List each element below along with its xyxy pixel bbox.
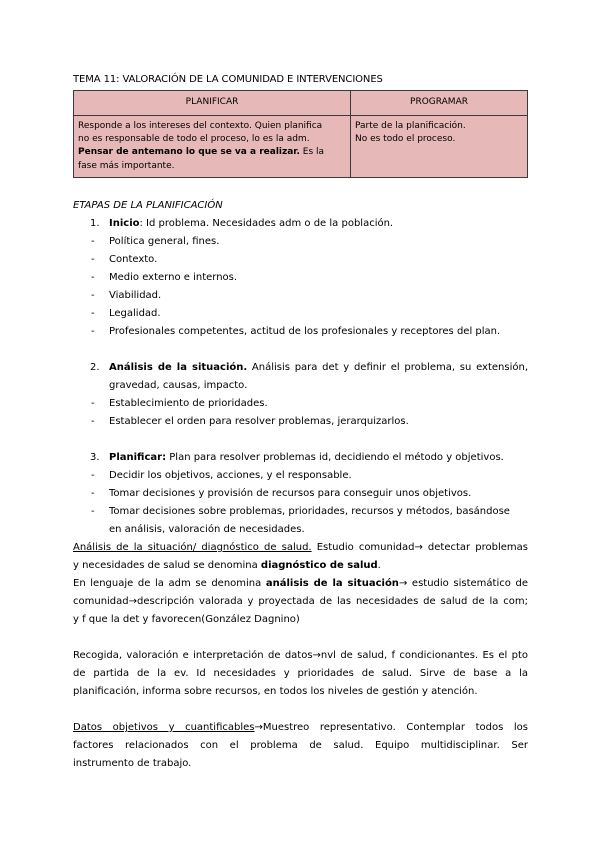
list-item xyxy=(73,503,528,521)
analisis-text-1: Estudio comunidad→ detectar problemas xyxy=(311,542,528,553)
step-3-number: 3. xyxy=(90,452,100,463)
step-3-line xyxy=(73,449,528,467)
recogida-line-1: Recogida, valoración e interpretación de datos→nvl de salud, f condicionantes. Es el pto xyxy=(73,650,528,661)
list-item-text: Contexto. xyxy=(109,254,158,265)
recogida-line-3: planificación, informa sobre recursos, en todos los niveles de gestión y atención. xyxy=(73,686,478,697)
dash-bullet: - xyxy=(91,254,95,265)
dash-bullet: - xyxy=(91,326,95,337)
step-3-title: Planificar: xyxy=(109,452,167,463)
dash-bullet: - xyxy=(91,398,95,409)
dash-bullet: - xyxy=(91,506,95,517)
list-item-continuation xyxy=(73,521,528,539)
analisis-text-2-end: . xyxy=(377,560,381,571)
list-item xyxy=(73,485,528,503)
planificar-line-4: fase más importante. xyxy=(78,160,175,171)
list-item-text: Decidir los objetivos, acciones, y el responsable. xyxy=(109,470,352,481)
dash-bullet: - xyxy=(91,416,95,427)
document-body xyxy=(73,215,528,773)
list-item-text: Política general, fines. xyxy=(109,236,220,247)
analisis-line-2 xyxy=(73,557,528,575)
datos-text-1: →Muestreo representativo. Contemplar todos los xyxy=(254,722,528,733)
step-1-title: Inicio xyxy=(109,218,140,229)
list-item-text: Establecimiento de prioridades. xyxy=(109,398,268,409)
cell-planificar xyxy=(74,116,351,178)
programar-line-1: Parte de la planificación. xyxy=(355,121,466,131)
analisis-text-3-end: → estudio sistemático de xyxy=(398,578,528,589)
analisis-underlined: Análisis de la situación/ diagnóstico de salud. xyxy=(73,542,312,553)
step-2-text-2: gravedad, causas, impacto. xyxy=(109,380,248,391)
dash-bullet: - xyxy=(91,272,95,283)
step-2-line-2 xyxy=(73,377,528,395)
list-item xyxy=(73,269,528,287)
planificar-line-1: Responde a los intereses del contexto. Quien planifica xyxy=(78,121,323,131)
dash-bullet: - xyxy=(91,236,95,247)
analisis-text-2: y necesidades de salud se denomina xyxy=(73,560,261,571)
analisis-line-4: comunidad→descripción valorada y proyectada de las necesidades de salud de la com; xyxy=(73,596,528,607)
planificar-programar-table xyxy=(73,90,528,178)
planificar-bold-text: Pensar de antemano lo que se va a realizar. xyxy=(78,147,300,158)
diagnostico-bold: diagnóstico de salud xyxy=(260,560,378,571)
dash-bullet: - xyxy=(91,470,95,481)
datos-line-2: factores relacionados con el problema de salud. Equipo multidisciplinar. Ser xyxy=(73,740,528,751)
planificar-line-2: no es responsable de todo el proceso, lo es la adm. xyxy=(78,134,310,145)
list-item xyxy=(73,413,528,431)
blank-line xyxy=(73,629,528,647)
etapas-heading: ETAPAS DE LA PLANIFICACIÓN xyxy=(73,200,223,211)
list-item-text: Medio externo e internos. xyxy=(109,272,238,283)
analisis-situacion-bold: análisis de la situación xyxy=(265,578,399,589)
blank-line xyxy=(73,701,528,719)
dash-bullet: - xyxy=(91,308,95,319)
recogida-line-2: de partida de la ev. Id necesidades y prioridades de salud. Sirve de base a la xyxy=(73,668,528,679)
list-item xyxy=(73,251,528,269)
planificar-line-3-rest: Es la xyxy=(299,147,325,158)
datos-underlined: Datos objetivos y cuantificables xyxy=(73,722,255,733)
step-1-line xyxy=(73,215,528,233)
list-item xyxy=(73,305,528,323)
list-item-text: Viabilidad. xyxy=(109,290,162,301)
step-2-line xyxy=(73,359,528,377)
list-item-text: Profesionales competentes, actitud de los profesionales y receptores del plan. xyxy=(109,326,501,337)
step-2-title: Análisis de la situación. xyxy=(109,362,248,373)
cell-programar xyxy=(351,116,528,178)
list-item xyxy=(73,233,528,251)
step-2-number: 2. xyxy=(90,362,100,373)
step-2-text-1: Análisis para det y definir el problema, su extensión, xyxy=(247,362,528,373)
header-planificar: PLANIFICAR xyxy=(74,91,351,116)
dash-bullet: - xyxy=(91,488,95,499)
list-item-text: en análisis, valoración de necesidades. xyxy=(109,524,305,535)
datos-line-3: instrumento de trabajo. xyxy=(73,758,192,769)
step-3-text: Plan para resolver problemas id, decidiendo el método y objetivos. xyxy=(166,452,504,463)
document-title: TEMA 11: VALORACIÓN DE LA COMUNIDAD E INTERVENCIONES xyxy=(73,74,383,85)
list-item xyxy=(73,323,528,341)
blank-line xyxy=(73,341,528,359)
header-programar: PROGRAMAR xyxy=(351,91,528,116)
list-item xyxy=(73,467,528,485)
list-item xyxy=(73,287,528,305)
list-item-text: Establecer el orden para resolver problemas, jerarquizarlos. xyxy=(109,416,409,427)
list-item-text: Tomar decisiones sobre problemas, prioridades, recursos y métodos, basándose xyxy=(109,506,510,517)
step-1-number: 1. xyxy=(90,218,100,229)
analisis-line-5: y f que la det y favorecen(González Dagnino) xyxy=(73,614,300,625)
analisis-line-3 xyxy=(73,575,528,593)
step-1-text: : Id problema. Necesidades adm o de la población. xyxy=(139,218,394,229)
analisis-text-3: En lenguaje de la adm se denomina xyxy=(73,578,266,589)
blank-line xyxy=(73,431,528,449)
list-item-text: Tomar decisiones y provisión de recursos para conseguir unos objetivos. xyxy=(109,488,472,499)
planificar-line-3 xyxy=(78,146,346,159)
datos-line-1 xyxy=(73,719,528,737)
analisis-line-1 xyxy=(73,539,528,557)
dash-bullet: - xyxy=(91,290,95,301)
list-item-text: Legalidad. xyxy=(109,308,161,319)
programar-line-2: No es todo el proceso. xyxy=(355,134,456,145)
list-item xyxy=(73,395,528,413)
